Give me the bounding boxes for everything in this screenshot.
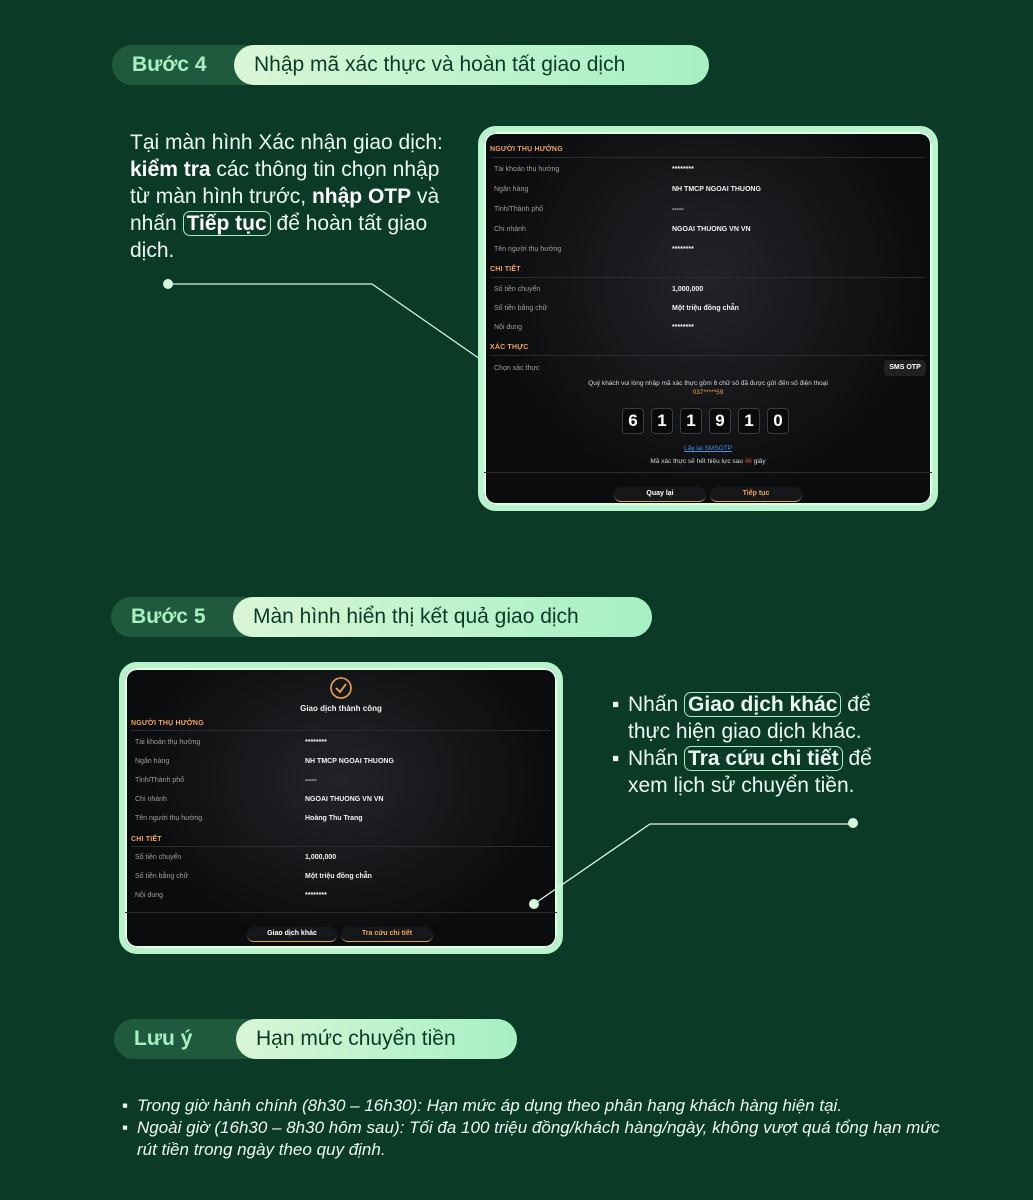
bullet-text [628, 745, 912, 799]
row-value: Hoàng Thu Trang [305, 815, 363, 822]
step4-pill [112, 45, 709, 85]
row-value: 1,000,000 [672, 286, 704, 293]
continue-button[interactable]: Tiếp tục [710, 487, 802, 502]
step5-bullets [612, 691, 912, 799]
step5-tag: Bước 5 [131, 605, 206, 628]
back-button[interactable]: Quay lại [614, 487, 706, 502]
divider [490, 355, 926, 356]
step5-screen [119, 662, 563, 954]
row-value: NGOAI THUONG VN VN [672, 226, 751, 233]
row-value: ******** [305, 892, 327, 899]
divider [490, 157, 926, 158]
expire-text-1: Mã xác thực sẽ hết hiệu lực sau [650, 458, 745, 465]
divider [131, 730, 551, 731]
row-label: Số tiền chuyển [135, 854, 182, 861]
otp-digit-box[interactable]: 1 [680, 408, 702, 434]
step4-title: Nhập mã xác thực và hoàn tất giao dịch [234, 45, 709, 85]
section-detail: CHI TIẾT [131, 836, 162, 843]
row-value: NH TMCP NGOAI THUONG [305, 758, 394, 765]
row-value: 1,000,000 [305, 854, 337, 861]
note-item [122, 1095, 942, 1117]
bullet2-text-a: Nhấn [628, 747, 685, 770]
row-label: Ngân hàng [494, 186, 529, 193]
step4-tag: Bước 4 [132, 53, 207, 76]
row-label: Số tiền bằng chữ [494, 305, 548, 312]
note-tag: Lưu ý [134, 1027, 193, 1050]
step4-continue-ref: Tiếp tục [183, 211, 271, 236]
row-label: Tài khoản thụ hưởng [494, 166, 560, 173]
note-item [122, 1117, 942, 1161]
row-label: Tỉnh/Thành phố [494, 206, 544, 213]
step4-text-2: các thông tin chọn nhập từ màn hình trước, [130, 158, 440, 208]
row-value: ----- [305, 777, 317, 784]
note-title: Hạn mức chuyển tiền [236, 1019, 517, 1059]
sms-otp-button[interactable]: SMS OTP [884, 360, 926, 376]
success-check-icon [329, 676, 353, 700]
row-label: Tỉnh/Thành phố [135, 777, 185, 784]
bullet1-button-ref: Giao dịch khác [684, 692, 841, 717]
expire-seconds: 46 [744, 458, 752, 465]
row-value: NH TMCP NGOAI THUONG [672, 186, 761, 193]
step4-instructions [130, 129, 450, 264]
success-title: Giao dịch thành công [300, 704, 382, 713]
otp-digit-box[interactable]: 6 [622, 408, 644, 434]
bullet-text [628, 691, 912, 745]
otp-digit-box[interactable]: 9 [709, 408, 731, 434]
row-label: Chi nhánh [135, 796, 167, 803]
row-value: ******** [305, 739, 327, 746]
bullet-item [612, 745, 912, 799]
divider [131, 846, 551, 847]
row-value: ******** [672, 166, 694, 173]
row-label: Nội dung [135, 892, 164, 899]
bullet-mark: ▪ [122, 1118, 129, 1137]
bullet2-text-b: để xem lịch sử chuyển tiền. [628, 747, 872, 797]
step4-bold-1: kiểm tra [130, 158, 211, 181]
section-beneficiary: NGƯỜI THỤ HƯỞNG [131, 720, 204, 727]
row-label: Nội dung [494, 324, 523, 331]
auth-label: Chọn xác thực [494, 365, 540, 372]
step5-title: Màn hình hiển thị kết quả giao dịch [233, 597, 652, 637]
expire-text-2: giây [751, 458, 766, 465]
note-item-text: Ngoài giờ (16h30 – 8h30 hôm sau): Tối đa 100 triệu đồng/khách hàng/ngày, không vượt quá tổng hạn mức rút tiền trong ngày theo quy định. [137, 1118, 940, 1159]
step4-bold-2: nhập OTP [311, 185, 412, 208]
section-beneficiary: NGƯỜI THỤ HƯỞNG [490, 146, 563, 153]
bullet-mark: ▪ [612, 747, 620, 770]
divider [125, 912, 557, 913]
otp-notice: Quý khách vui lòng nhập mã xác thực gồm 6 chữ số đã được gửi đến số điện thoại [588, 380, 828, 387]
row-label: Số tiền chuyển [494, 286, 541, 293]
resend-otp-link[interactable]: Lấy lại SMSOTP [683, 445, 733, 452]
expire-text [484, 458, 932, 465]
row-value: NGOAI THUONG VN VN [305, 796, 384, 803]
bullet1-text-b: để thực hiện giao dịch khác. [628, 693, 871, 743]
note-item-text: Trong giờ hành chính (8h30 – 16h30): Hạn mức áp dụng theo phân hạng khách hàng hiện tại. [137, 1096, 843, 1115]
otp-digit-box[interactable]: 1 [651, 408, 673, 434]
lookup-detail-button[interactable]: Tra cứu chi tiết [341, 927, 433, 942]
bullet1-text-a: Nhấn [628, 693, 685, 716]
otp-input-group[interactable] [622, 408, 792, 434]
step5-connector-dot [529, 899, 539, 909]
step4-text-4: để hoàn tất giao dịch. [130, 212, 428, 262]
step4-text-3: và nhấn [130, 185, 440, 235]
divider [484, 472, 932, 473]
note-pill [114, 1019, 517, 1059]
row-label: Tên người thụ hưởng [494, 246, 562, 253]
row-value: ----- [672, 206, 684, 213]
step4-screen [478, 126, 938, 511]
bullet-item [612, 691, 912, 745]
section-auth: XÁC THỰC [490, 344, 529, 351]
step4-connector-dot [163, 279, 173, 289]
note-list [122, 1095, 942, 1161]
step5-connector-end [848, 818, 858, 828]
row-label: Ngân hàng [135, 758, 170, 765]
step4-text-1: Tại màn hình Xác nhận giao dịch: [130, 131, 443, 154]
step5-connector [530, 818, 860, 910]
row-label: Chi nhánh [494, 226, 526, 233]
step5-pill [111, 597, 652, 637]
row-value: Một triệu đồng chẵn [305, 873, 372, 880]
section-detail: CHI TIẾT [490, 266, 521, 273]
row-label: Số tiền bằng chữ [135, 873, 189, 880]
row-value: ******** [672, 324, 694, 331]
other-transaction-button[interactable]: Giao dịch khác [247, 927, 337, 942]
divider [490, 277, 926, 278]
row-value: ******** [672, 246, 694, 253]
row-value: Một triệu đồng chẵn [672, 305, 739, 312]
bullet2-button-ref: Tra cứu chi tiết [684, 746, 843, 771]
bullet-mark: ▪ [122, 1096, 129, 1115]
bullet-mark: ▪ [612, 693, 620, 716]
phone-number: 037*****59 [692, 389, 724, 396]
row-label: Tên người thụ hưởng [135, 815, 203, 822]
row-label: Tài khoản thụ hưởng [135, 739, 201, 746]
step4-connector [160, 278, 500, 378]
otp-digit-box[interactable]: 1 [738, 408, 760, 434]
otp-digit-box[interactable]: 0 [767, 408, 789, 434]
